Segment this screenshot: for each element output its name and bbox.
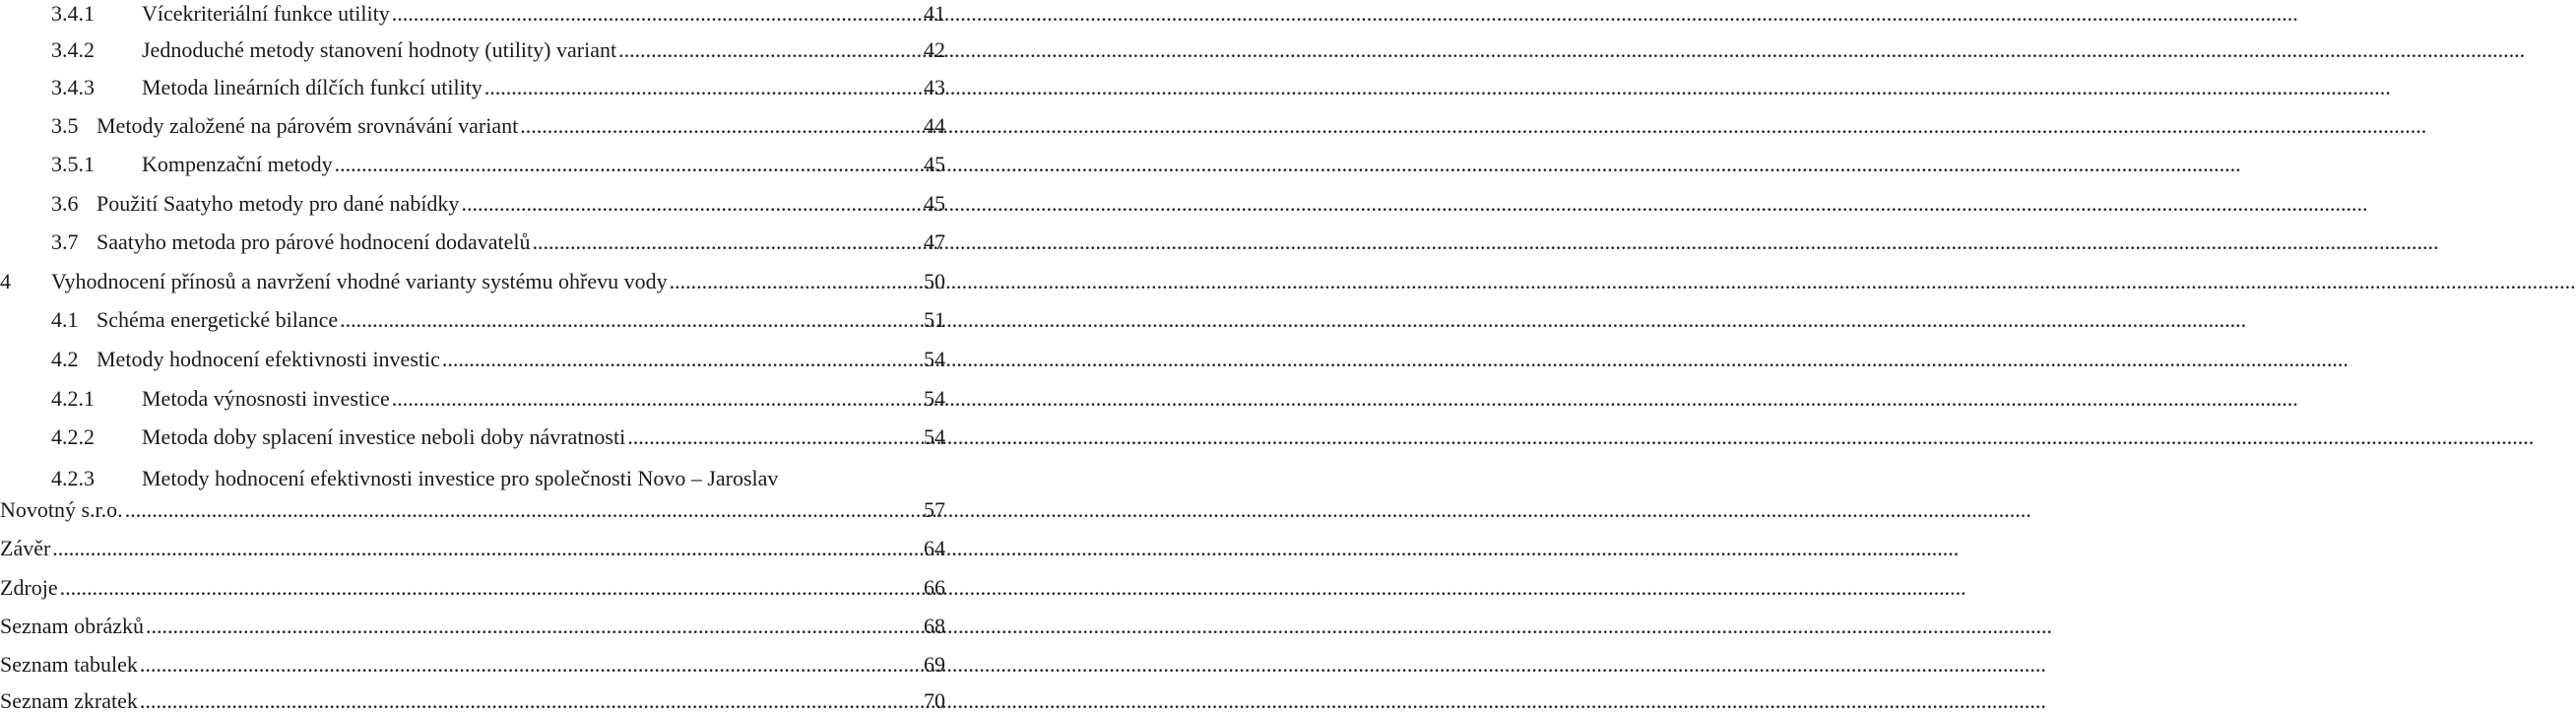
toc-entry-title: Seznam tabulek <box>0 652 138 677</box>
toc-entry-title: Použití Saatyho metody pro dané nabídky <box>97 191 460 216</box>
toc-entry-page: 41 <box>924 1 945 26</box>
toc-entry[interactable] <box>0 651 945 690</box>
toc-entry[interactable] <box>0 228 945 268</box>
toc-entry[interactable] <box>0 463 945 526</box>
toc-entry-page: 45 <box>924 152 945 176</box>
toc-entry-number: 4.2.1 <box>51 386 95 411</box>
toc-entry-title: Seznam obrázků <box>0 614 144 638</box>
toc-entry-number: 4.2.2 <box>51 424 95 449</box>
toc-entry[interactable] <box>0 535 945 574</box>
dot-leader <box>340 307 922 333</box>
toc-entry-page: 54 <box>924 424 945 449</box>
dot-leader <box>461 191 922 217</box>
toc-entry-title: Metoda lineárních dílčích funkcí utility <box>142 75 483 99</box>
toc-entry-title: Kompenzační metody <box>142 152 333 176</box>
dot-leader <box>140 652 922 678</box>
dot-leader <box>60 575 922 601</box>
toc-entry[interactable] <box>0 687 945 714</box>
toc-entry[interactable] <box>0 151 945 190</box>
dot-leader <box>335 152 922 177</box>
toc-entry[interactable] <box>0 385 945 424</box>
toc-entry[interactable] <box>0 0 945 39</box>
toc-entry-page: 70 <box>924 688 945 713</box>
toc-entry-number: 3.4.1 <box>51 1 95 26</box>
dot-leader <box>532 229 922 255</box>
toc-entry-page: 51 <box>924 307 945 332</box>
toc-entry[interactable] <box>0 346 945 385</box>
toc-entry-title: Jednoduché metody stanovení hodnoty (utility) variant <box>142 37 617 62</box>
toc-entry-number: 4.1 <box>51 307 79 332</box>
toc-entry-title: Metoda výnosnosti investice <box>142 386 390 411</box>
toc-entry-page: 57 <box>924 497 945 522</box>
toc-entry-page: 42 <box>924 37 945 62</box>
toc-entry-title: Seznam zkratek <box>0 688 138 713</box>
dot-leader <box>125 497 922 523</box>
toc-entry-title: Saatyho metoda pro párové hodnocení dodavatelů <box>97 229 531 254</box>
toc-entry[interactable] <box>0 112 945 152</box>
dot-leader <box>618 37 922 63</box>
toc-entry-number: 4.2 <box>51 347 79 371</box>
toc-entry-title: Metody hodnocení efektivnosti investic <box>97 347 440 371</box>
dot-leader <box>146 614 922 639</box>
toc-entry-title: Zdroje <box>0 575 58 600</box>
toc-entry-page: 43 <box>924 75 945 99</box>
dot-leader <box>520 113 922 139</box>
dot-leader <box>392 1 922 27</box>
toc-entry-number: 3.6 <box>51 191 79 216</box>
dot-leader <box>52 536 922 561</box>
toc-entry-page: 64 <box>924 536 945 560</box>
toc-entry-page: 50 <box>924 269 945 293</box>
toc-entry-title: Schéma energetické bilance <box>97 307 339 332</box>
toc-entry-number: 3.7 <box>51 229 79 254</box>
toc-entry[interactable] <box>0 268 945 307</box>
toc-entry[interactable] <box>0 574 945 614</box>
dot-leader <box>484 75 922 100</box>
toc-entry[interactable] <box>0 423 945 463</box>
toc-entry-title: Metody založené na párovém srovnávání variant <box>97 113 519 138</box>
toc-entry-number: 4 <box>0 269 11 293</box>
toc-entry-title-continued: Novotný s.r.o. <box>0 497 123 522</box>
toc-entry[interactable] <box>0 306 945 346</box>
toc-entry[interactable] <box>0 613 945 652</box>
toc-entry-title: Vyhodnocení přínosů a navržení vhodné varianty systému ohřevu vody <box>51 269 668 293</box>
toc-entry-page: 47 <box>924 229 945 254</box>
toc-entry-number: 3.5.1 <box>51 152 95 176</box>
dot-leader <box>140 688 922 714</box>
dot-leader <box>442 347 922 372</box>
dot-leader <box>627 424 922 450</box>
toc-entry[interactable] <box>0 74 945 113</box>
toc-entry-title: Metody hodnocení efektivnosti investice pro společnosti Novo – Jaroslav <box>142 466 779 490</box>
toc-entry-title: Závěr <box>0 536 51 560</box>
toc-entry-page: 45 <box>924 191 945 216</box>
toc-entry-page: 69 <box>924 652 945 677</box>
toc-entry[interactable] <box>0 190 945 229</box>
toc-entry-title: Metoda doby splacení investice neboli doby návratnosti <box>142 424 626 449</box>
toc-entry[interactable] <box>0 36 945 76</box>
toc-entry-number: 3.5 <box>51 113 79 138</box>
toc-entry-page: 54 <box>924 347 945 371</box>
toc-entry-number: 3.4.2 <box>51 37 95 62</box>
toc-entry-page: 68 <box>924 614 945 638</box>
toc-entry-page: 44 <box>924 113 945 138</box>
toc-entry-page: 54 <box>924 386 945 411</box>
dot-leader <box>392 386 922 412</box>
toc-entry-page: 66 <box>924 575 945 600</box>
dot-leader <box>670 269 922 294</box>
toc-entry-number: 3.4.3 <box>51 75 95 99</box>
toc-entry-number: 4.2.3 <box>51 466 95 490</box>
toc-entry-title: Vícekriteriální funkce utility <box>142 1 390 26</box>
